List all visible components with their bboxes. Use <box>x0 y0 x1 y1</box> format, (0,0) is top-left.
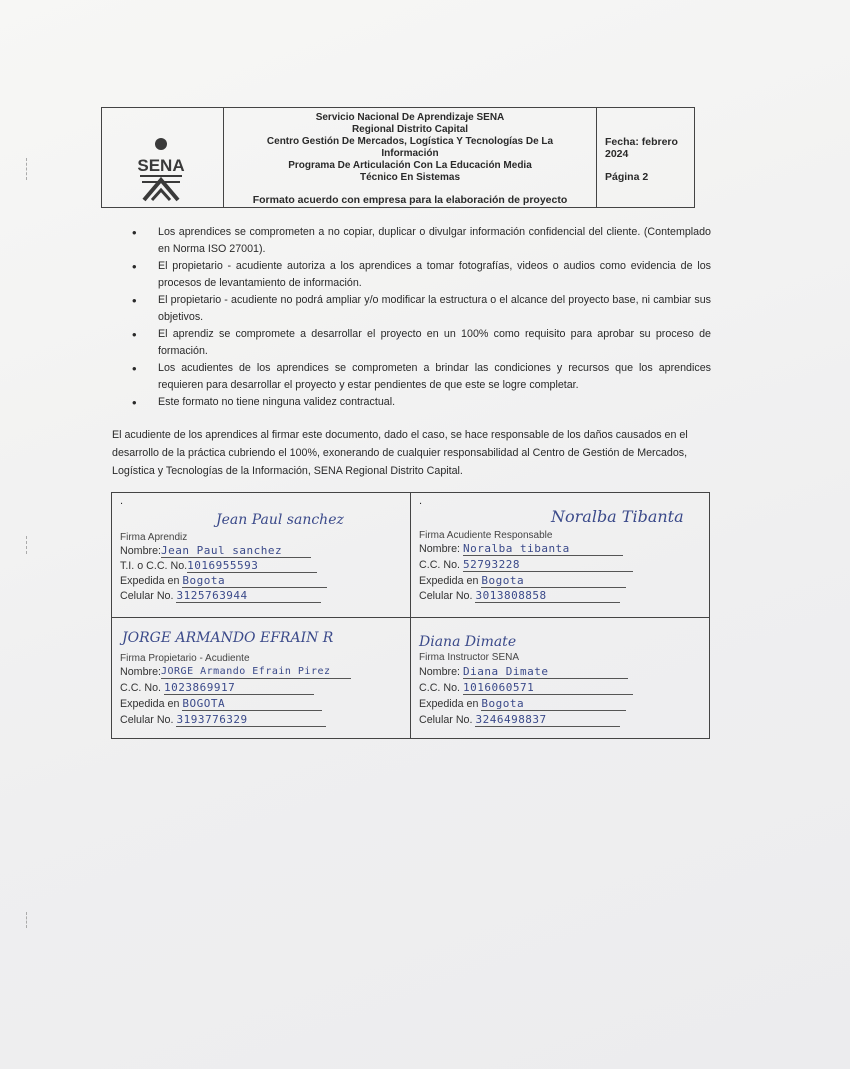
id-label: C.C. No. <box>120 682 161 694</box>
expedida-value: Bogota <box>182 575 327 588</box>
list-item: • El aprendiz se compromete a desarrollar el proyecto en un 100% como requisito para aprobar su proceso de formación. <box>119 326 711 360</box>
header-line-4: Información <box>381 148 439 159</box>
nombre-value: Diana Dimate <box>463 666 628 679</box>
id-label: T.I. o C.C. No. <box>120 560 188 572</box>
celular-label: Celular No. <box>419 714 473 726</box>
logo-text: SENA <box>137 156 185 175</box>
celular-value: 3193776329 <box>176 714 326 727</box>
format-title: Formato acuerdo con empresa para la elaboración de proyecto <box>252 194 568 206</box>
expedida-label: Expedida en <box>120 575 180 587</box>
header-line-3: Centro Gestión De Mercados, Logística Y Tecnologías De La <box>266 136 554 147</box>
header-line-2: Regional Distrito Capital <box>351 124 469 135</box>
signature-aprendiz: Jean Paul sanchez <box>216 512 344 528</box>
celular-value: 3013808858 <box>475 590 620 603</box>
signature-instructor: Diana Dimate <box>419 634 517 650</box>
nombre-value: Noralba tibanta <box>463 543 623 556</box>
nombre-value: Jean Paul sanchez <box>161 545 311 558</box>
nombre-label: Nombre: <box>419 543 460 555</box>
caption-firma-aprendiz: Firma Aprendiz <box>120 532 188 543</box>
header-meta-cell <box>597 108 694 207</box>
signature-cell-propietario <box>112 618 402 738</box>
nombre-label: Nombre: <box>120 666 161 678</box>
list-item: • Los aprendices se comprometen a no copiar, duplicar o divulgar información confidencial del cliente. (Contemplado en Norma ISO 27001). <box>119 224 711 258</box>
header-line-5: Programa De Articulación Con La Educación Media <box>288 160 532 171</box>
id-value: 1023869917 <box>164 682 314 695</box>
signature-propietario: JORGE ARMANDO EFRAIN R <box>122 630 334 646</box>
scan-mark-middle <box>26 536 27 554</box>
signature-cell-aprendiz <box>112 493 402 613</box>
document-header <box>101 107 695 208</box>
bullet-dot: . <box>120 495 124 507</box>
id-label: C.C. No. <box>419 682 460 694</box>
commitments-list <box>119 224 711 411</box>
caption-firma-acudiente: Firma Acudiente Responsable <box>419 530 553 541</box>
expedida-value: Bogota <box>481 698 626 711</box>
id-value: 52793228 <box>463 559 633 572</box>
nombre-value: JORGE Armando Efrain Pirez <box>161 666 351 679</box>
date-label: Fecha: febrero 2024 <box>605 136 678 160</box>
id-value: 1016060571 <box>463 682 633 695</box>
header-line-1: Servicio Nacional De Aprendizaje SENA <box>315 112 505 123</box>
celular-label: Celular No. <box>120 714 174 726</box>
celular-value: 3125763944 <box>176 590 321 603</box>
page-number: Página 2 <box>605 171 649 183</box>
expedida-value: Bogota <box>481 575 626 588</box>
header-line-6: Técnico En Sistemas <box>359 172 461 183</box>
sena-logo <box>102 108 223 208</box>
expedida-label: Expedida en <box>419 698 479 710</box>
signature-acudiente: Noralba Tibanta <box>551 507 684 526</box>
id-label: C.C. No. <box>419 559 460 571</box>
nombre-label: Nombre: <box>419 666 460 678</box>
scan-mark-bottom <box>26 912 27 928</box>
caption-firma-instructor: Firma Instructor SENA <box>419 652 520 663</box>
signature-table <box>111 492 710 739</box>
liability-paragraph: El acudiente de los aprendices al firmar este documento, dado el caso, se hace responsable de los daños causados en el desarrollo de la práctica cubriendo el 100%, exonerando de cualquier responsabilidad al Centro de Gestión de Mercados, Logística y Tecnologías de la Información, SENA Regional Distrito Capital. <box>112 429 688 477</box>
expedida-label: Expedida en <box>419 575 479 587</box>
expedida-value: BOGOTA <box>182 698 322 711</box>
celular-value: 3246498837 <box>475 714 620 727</box>
list-item: • El propietario - acudiente no podrá ampliar y/o modificar la estructura o el alcance del proyecto base, ni cambiar sus objetivos. <box>119 292 711 326</box>
list-item: • El propietario - acudiente autoriza a los aprendices a tomar fotografías, videos o audios como evidencia de los procesos de levantamiento de información. <box>119 258 711 292</box>
celular-label: Celular No. <box>120 590 174 602</box>
signature-cell-instructor <box>411 618 701 738</box>
list-item: • Este formato no tiene ninguna validez contractual. <box>119 394 711 411</box>
expedida-label: Expedida en <box>120 698 180 710</box>
celular-label: Celular No. <box>419 590 473 602</box>
caption-firma-propietario: Firma Propietario - Acudiente <box>120 653 250 664</box>
header-title-cell <box>224 108 597 207</box>
list-item: • Los acudientes de los aprendices se comprometen a brindar las condiciones y recursos que los aprendices requieren para desarrollar el proyecto y estar pendientes de que este se logre completar. <box>119 360 711 394</box>
nombre-label: Nombre: <box>120 545 161 557</box>
bullet-dot: . <box>419 495 423 507</box>
scan-mark-top <box>26 158 27 180</box>
signature-cell-acudiente <box>411 493 701 613</box>
id-value: 1016955593 <box>187 560 317 573</box>
logo-cell <box>102 108 224 207</box>
